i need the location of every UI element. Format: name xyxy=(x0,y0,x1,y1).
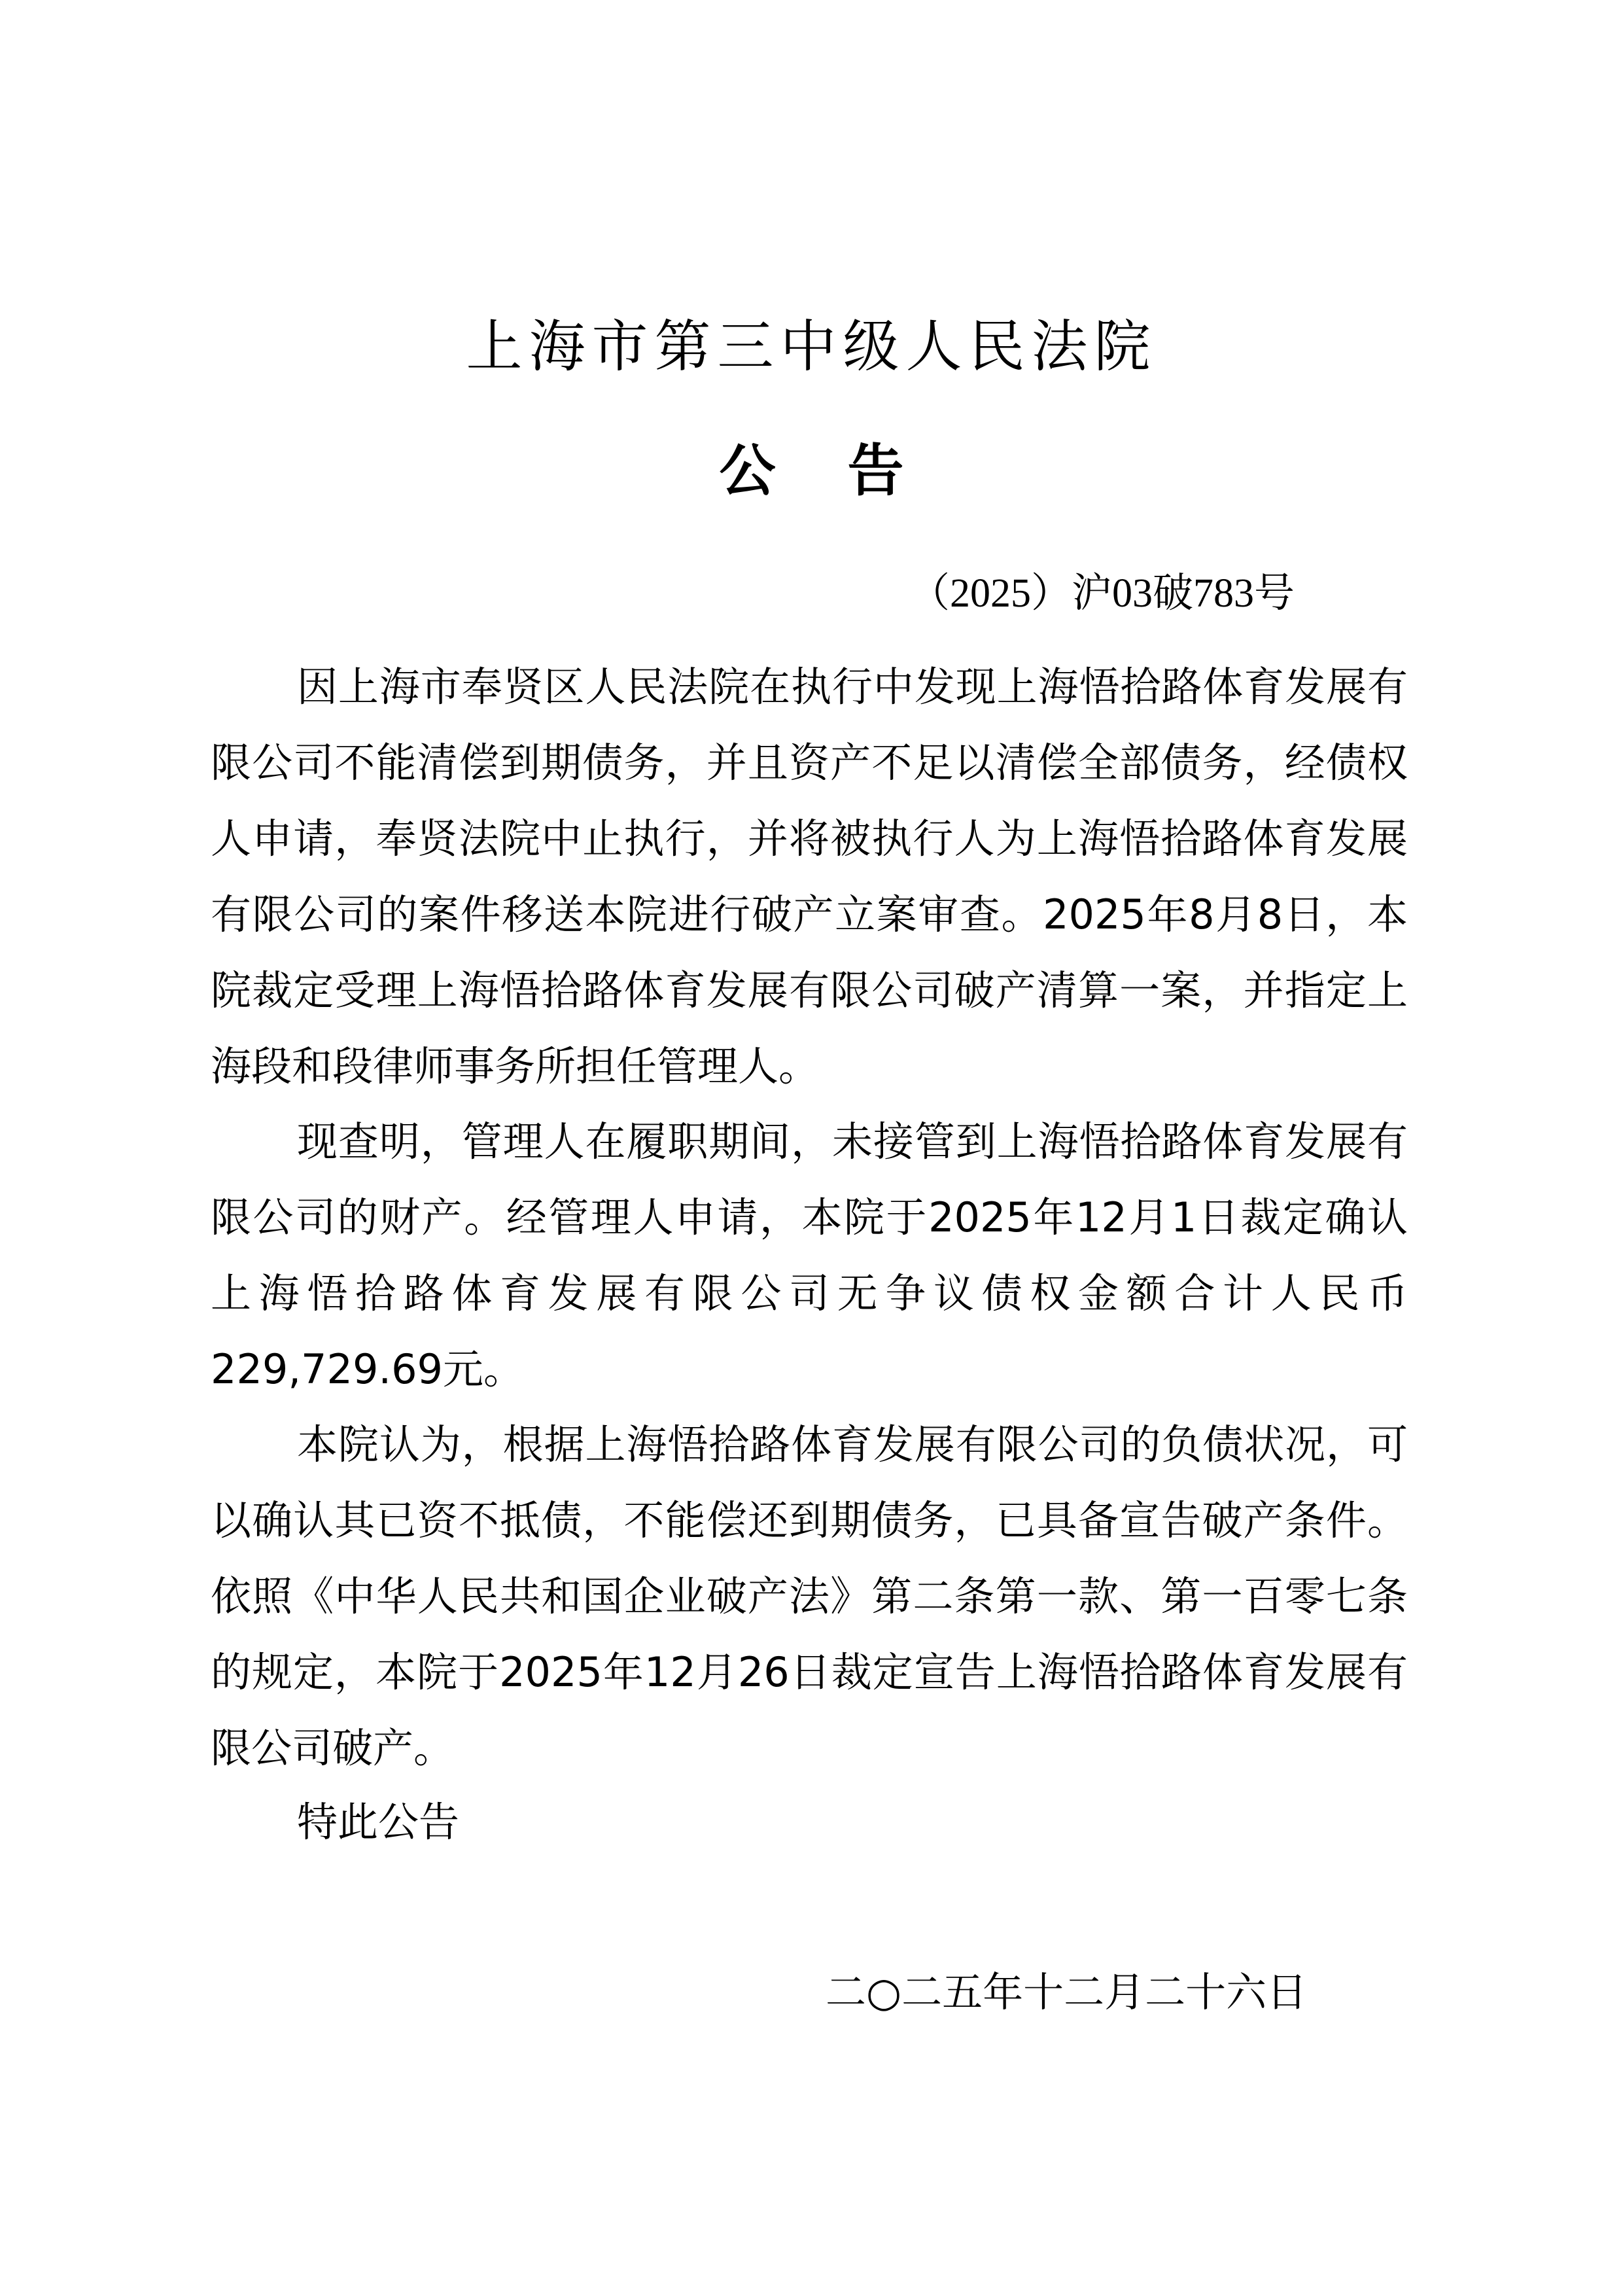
notice-title-char: 告 xyxy=(847,438,904,504)
paragraph-line: 海段和段律师事务所担任管理人。 xyxy=(211,1042,820,1090)
paragraph-line: 限公司不能清偿到期债务，并且资产不足以清偿全部债务，经债权 xyxy=(211,739,1408,786)
paragraph-line: 本院认为，根据上海悟拾路体育发展有限公司的负债状况，可 xyxy=(297,1421,1408,1468)
closing-statement: 特此公告 xyxy=(297,1798,460,1846)
paragraph-line: 以确认其已资不抵债，不能偿还到期债务，已具备宣告破产条件。 xyxy=(211,1496,1408,1544)
paragraph-line: 依照《中华人民共和国企业破产法》第二条第一款、第一百零七条 xyxy=(211,1572,1408,1620)
paragraph-line: 的规定，本院于2025年12月26日裁定宣告上海悟拾路体育发展有 xyxy=(211,1648,1408,1696)
paragraph-line: 有限公司的案件移送本院进行破产立案审查。2025年8月8日，本 xyxy=(211,891,1408,938)
notice-title xyxy=(0,432,1623,510)
paragraph-line: 人申请，奉贤法院中止执行，并将被执行人为上海悟拾路体育发展 xyxy=(211,815,1408,862)
court-name-heading: 上海市第三中级人民法院 xyxy=(466,314,1157,380)
notice-title-char: 公 xyxy=(719,438,776,504)
paragraph-line: 上海悟拾路体育发展有限公司无争议债权金额合计人民币 xyxy=(211,1269,1408,1317)
issue-date: 二○二五年十二月二十六日 xyxy=(826,1968,1308,2016)
paragraph-line: 229,729.69元。 xyxy=(211,1345,524,1393)
case-number: （2025）沪03破783号 xyxy=(909,571,1295,616)
paragraph-line: 限公司的财产。经管理人申请，本院于2025年12月1日裁定确认 xyxy=(211,1193,1408,1241)
paragraph-line: 现查明，管理人在履职期间，未接管到上海悟拾路体育发展有 xyxy=(297,1118,1408,1165)
paragraph-line: 限公司破产。 xyxy=(211,1724,455,1772)
paragraph-line: 院裁定受理上海悟拾路体育发展有限公司破产清算一案，并指定上 xyxy=(211,966,1408,1014)
paragraph-line: 因上海市奉贤区人民法院在执行中发现上海悟拾路体育发展有 xyxy=(297,663,1408,711)
